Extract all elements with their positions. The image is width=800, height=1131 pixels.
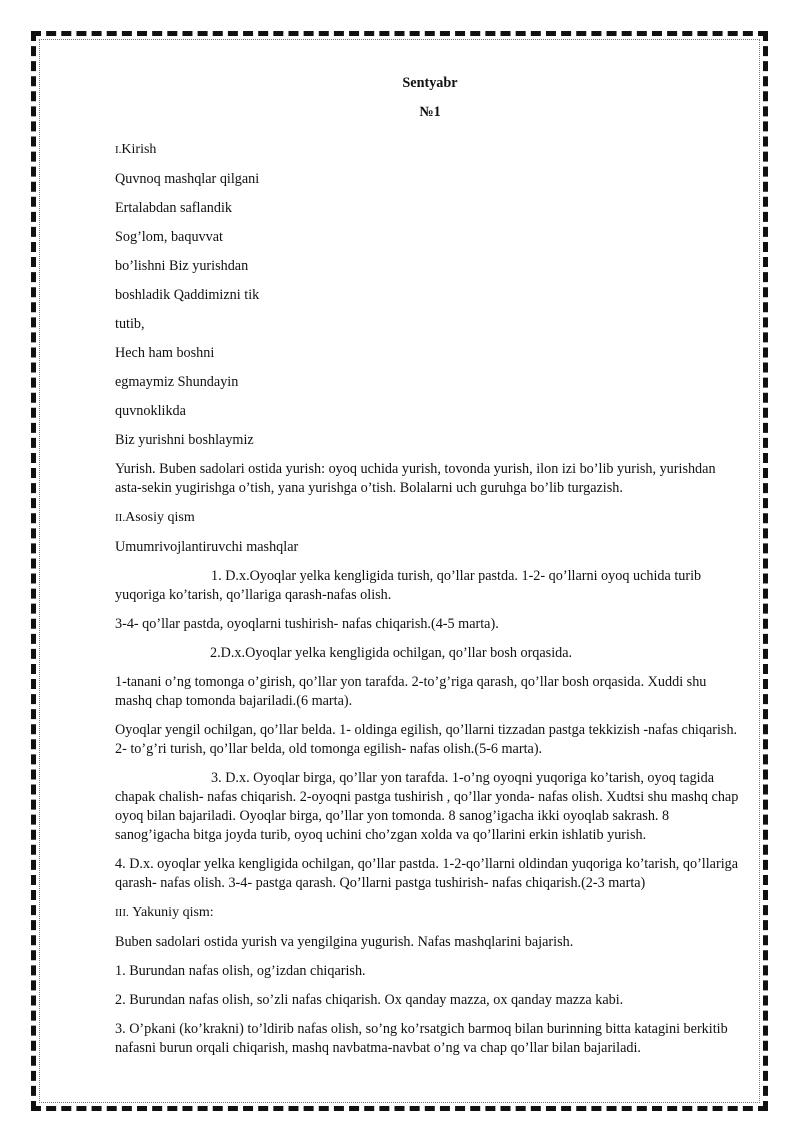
poem-line: Biz yurishni boshlaymiz	[115, 432, 254, 448]
document-body	[115, 74, 745, 1068]
section-roman: I.	[115, 144, 122, 156]
section-heading-intro	[115, 140, 745, 160]
exercise-2: 2.D.x.Oyoqlar yelka kengligida ochilgan, qo’llar bosh orqasida.	[210, 645, 573, 661]
breathing-exercise-3: 3. O’pkani (ko’krakni) to’ldirib nafas olish, so’ng ko’rsatgich barmoq bilan burinning bitta katagini berkitib nafasni burun orqali chiqarish, mashq navbatma-navbat o’ng va chap qo’llar bilan bajariladi.	[115, 1021, 728, 1056]
section-roman: II.	[115, 512, 126, 524]
poem-line: Quvnoq mashqlar qilgani	[115, 171, 260, 187]
breathing-exercise-1: 1. Burundan nafas olish, og’izdan chiqarish.	[115, 963, 366, 979]
final-intro: Buben sadolari ostida yurish va yengilgina yugurish. Nafas mashqlarini bajarish.	[115, 934, 574, 950]
poem-line: boshladik Qaddimizni tik	[115, 287, 260, 303]
poem-line: Ertalabdan saflandik	[115, 200, 232, 216]
exercise-1-cont: 3-4- qo’llar pastda, oyoqlarni tushirish- nafas chiqarish.(4-5 marta).	[115, 616, 499, 632]
section-label: Asosiy qism	[125, 510, 195, 525]
section-heading-main	[115, 508, 745, 528]
page-title: Sentyabr	[402, 75, 458, 91]
poem-line: Sog’lom, baquvvat	[115, 229, 223, 245]
section-label: Kirish	[121, 142, 157, 157]
poem-line: Hech ham boshni	[115, 345, 215, 361]
breathing-exercise-2: 2. Burundan nafas olish, so’zli nafas chiqarish. Ox qanday mazza, ox qanday mazza kabi.	[115, 992, 624, 1008]
poem-line: egmaymiz Shundayin	[115, 374, 239, 390]
exercise-1: 1. D.x.Oyoqlar yelka kengligida turish, qo’llar pastda. 1-2- qo’llarni oyoq uchida turib yuqoriga ko’tarish, qo’llariga qarash-nafas olish.	[115, 568, 702, 603]
poem-line: tutib,	[115, 316, 145, 332]
section-heading-final	[115, 903, 745, 923]
section-roman: III.	[115, 907, 129, 919]
exercise-3: 3. D.x. Oyoqlar birga, qo’llar yon tarafda. 1-o’ng oyoqni yuqoriga ko’tarish, oyoq tagida chapak chalish- nafas chiqarish. 2-oyoqni pastga tushirish , qo’llar yonda- nafas olish. Xudtsi shu mashq chap oyoq bilan bajariladi. Oyoqlar birga, qo’llar yon tomonda. 8 sanog’igacha ikki oyoqlab sakrash. 8 sanog’igacha bitga joyda turib, oyoq uchini cho’zgan xolda va qo’llarini erkin ishlatib yurish.	[115, 770, 739, 843]
exercise-4: 4. D.x. oyoqlar yelka kengligida ochilgan, qo’llar pastda. 1-2-qo’llarni oldindan yuqoriga ko’tarish, qo’llariga qarash- nafas olish. 3-4- pastga qarash. Qo’llarni pastga tushirish- nafas chiqarish.(2-3 marta)	[115, 856, 739, 891]
general-exercises-heading: Umumrivojlantiruvchi mashqlar	[115, 539, 299, 555]
poem-line: bo’lishni Biz yurishdan	[115, 258, 249, 274]
poem-line: quvnoklikda	[115, 403, 186, 419]
walking-paragraph: Yurish. Buben sadolari ostida yurish: oyoq uchida yurish, tovonda yurish, ilon izi bo’lib yurish, yurishdan asta-sekin yugirishga o’tish, yana yurishga o’tish. Bolalarni uch guruhga bo’lib turgazish.	[115, 461, 716, 496]
exercise-2-variant: Oyoqlar yengil ochilgan, qo’llar belda. 1- oldinga egilish, qo’llarni tizzadan pastga tekkizish -nafas chiqarish. 2- to’g’ri turish, qo’llar belda, old tomonga egilish- nafas olish.(5-6 marta).	[115, 722, 738, 757]
section-label: Yakuniy qism:	[132, 905, 214, 920]
lesson-number: №1	[419, 104, 441, 120]
exercise-2-cont: 1-tanani o’ng tomonga o’girish, qo’llar yon tarafda. 2-to’g’riga qarash, qo’llar bosh orqasida. Xuddi shu mashq chap tomonda bajariladi.(6 marta).	[115, 674, 707, 709]
